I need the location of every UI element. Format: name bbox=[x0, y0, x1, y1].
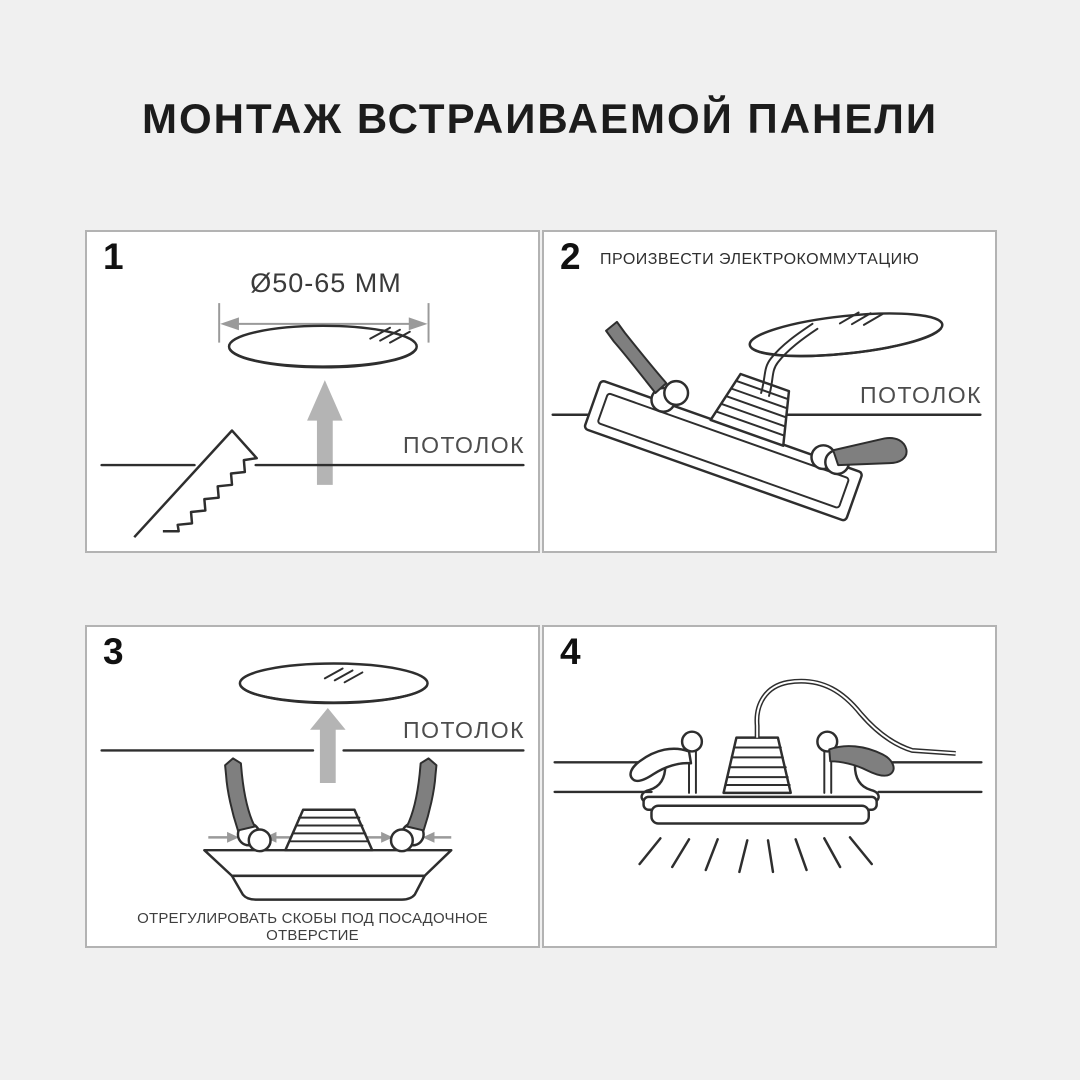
spring-clip-icon bbox=[225, 758, 255, 830]
step-number: 3 bbox=[103, 631, 124, 672]
up-arrow-icon bbox=[310, 708, 346, 783]
spring-clip-icon bbox=[606, 322, 666, 393]
spring-clip-icon bbox=[829, 746, 893, 776]
spring-clip-icon bbox=[407, 758, 437, 830]
step-number: 4 bbox=[560, 631, 581, 672]
step-panel-2 bbox=[542, 230, 997, 553]
dimension-label: Ø50-65 ММ bbox=[250, 268, 402, 298]
led-disc-drawing bbox=[240, 664, 428, 704]
steps-grid bbox=[85, 230, 997, 948]
step-caption: ПРОИЗВЕСТИ ЭЛЕКТРОКОММУТАЦИЮ bbox=[600, 251, 920, 268]
light-rays-icon bbox=[640, 837, 872, 872]
up-arrow-icon bbox=[307, 380, 343, 485]
spring-clip-icon bbox=[631, 749, 691, 781]
spring-clip-icon bbox=[833, 438, 906, 465]
wire-drawing bbox=[757, 681, 956, 753]
ceiling-label: ПОТОЛОК bbox=[860, 382, 982, 408]
step-number: 1 bbox=[103, 236, 124, 277]
step-panel-1 bbox=[85, 230, 540, 553]
led-disc-drawing bbox=[229, 326, 417, 367]
cutout-saw-icon bbox=[134, 431, 256, 538]
led-disc-drawing bbox=[748, 304, 945, 364]
step-caption: ОТРЕГУЛИРОВАТЬ СКОБЫ ПОД ПОСАДОЧНОЕ ОТВЕРСТИЕ bbox=[137, 910, 488, 944]
step-panel-4 bbox=[542, 625, 997, 948]
step-3-illustration bbox=[87, 627, 538, 946]
ceiling-label: ПОТОЛОК bbox=[403, 717, 525, 743]
step-number: 2 bbox=[560, 236, 581, 277]
step-4-illustration bbox=[544, 627, 995, 946]
step-panel-3 bbox=[85, 625, 540, 948]
ceiling-label: ПОТОЛОК bbox=[403, 432, 525, 458]
page-title: МОНТАЖ ВСТРАИВАЕМОЙ ПАНЕЛИ bbox=[141, 95, 939, 142]
